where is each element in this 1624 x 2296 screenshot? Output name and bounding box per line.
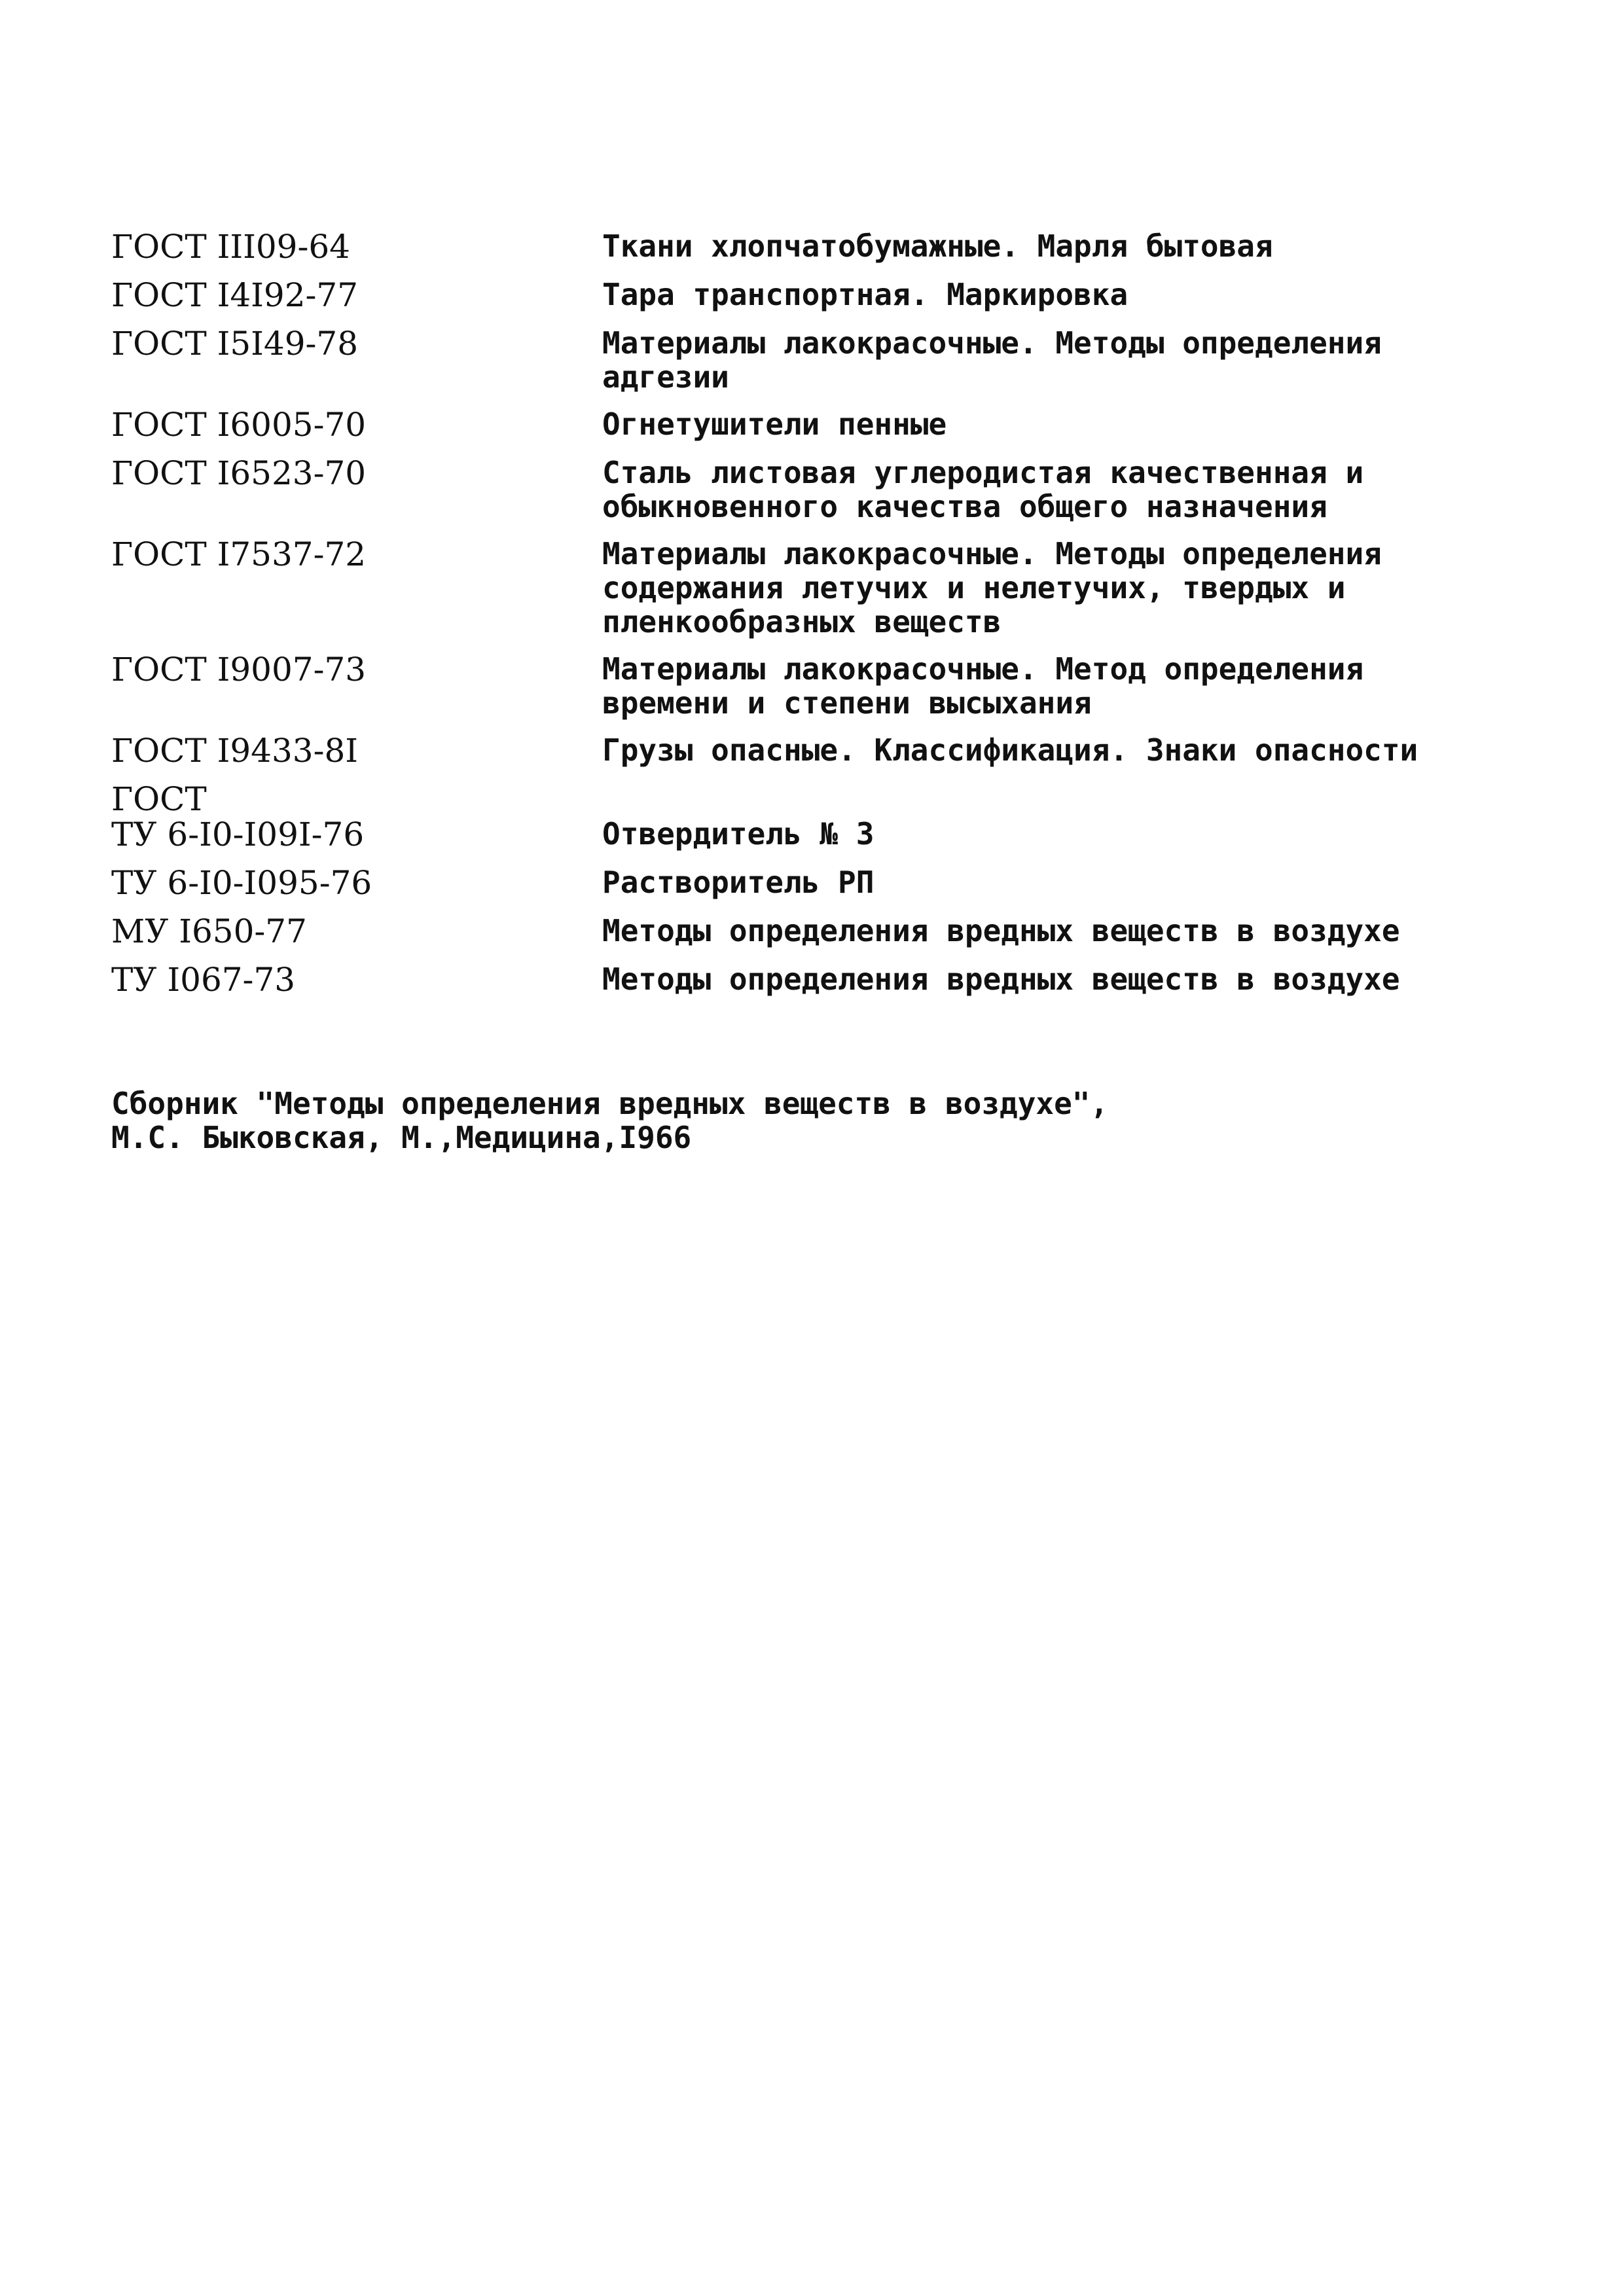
reference-code: ГОСТ III09-64 — [111, 228, 350, 266]
reference-row — [111, 537, 1538, 639]
reference-title: Огнетушители пенные — [602, 406, 947, 442]
reference-code: ГОСТ I7537-72 — [111, 535, 367, 573]
reference-title: Материалы лакокрасочные. Методы определения адгезии — [602, 325, 1382, 395]
reference-code: ГОСТ I6005-70 — [111, 406, 367, 444]
reference-row — [111, 733, 1538, 768]
reference-code: ГОСТ I5I49-78 — [111, 325, 359, 363]
reference-code: МУ I650-77 — [111, 912, 307, 950]
reference-code: ГОСТ I9433-8I — [111, 732, 359, 770]
reference-row — [111, 456, 1538, 524]
reference-row — [111, 407, 1538, 442]
reference-row — [111, 962, 1538, 997]
reference-row — [111, 865, 1538, 901]
reference-title: Растворитель РП — [602, 865, 875, 900]
reference-row — [111, 781, 1538, 817]
reference-code: ГОСТ I6523-70 — [111, 454, 367, 492]
reference-row — [111, 914, 1538, 949]
reference-title: Методы определения вредных веществ в воздухе — [602, 961, 1400, 997]
source-note — [111, 1086, 1486, 1155]
reference-row — [111, 326, 1538, 394]
reference-code: ТУ 6-I0-I09I-76 — [111, 816, 365, 853]
reference-row — [111, 278, 1538, 313]
reference-code: ГОСТ I4I92-77 — [111, 276, 359, 314]
reference-row — [111, 229, 1538, 264]
reference-code: ГОСТ I9007-73 — [111, 651, 367, 689]
reference-row — [111, 817, 1538, 852]
reference-row — [111, 652, 1538, 720]
reference-title: Грузы опасные. Классификация. Знаки опасности — [602, 732, 1418, 768]
reference-title: Тара транспортная. Маркировка — [602, 277, 1128, 312]
reference-title: Ткани хлопчатобумажные. Марля бытовая — [602, 228, 1273, 264]
reference-title: Материалы лакокрасочные. Метод определения времени и степени высыхания — [602, 651, 1364, 721]
reference-title: Сталь листовая углеродистая качественная и обыкновенного качества общего назначения — [602, 455, 1364, 524]
source-note-line: М.С. Быковская, М.,Медицина,I966 — [111, 1120, 692, 1155]
reference-title: Отвердитель № 3 — [602, 816, 875, 852]
reference-code: ТУ 6-I0-I095-76 — [111, 864, 372, 902]
reference-title: Материалы лакокрасочные. Методы определения содержания летучих и нелетучих, твердых и пленкообразных веществ — [602, 536, 1382, 639]
reference-code: ТУ I067-73 — [111, 961, 296, 999]
reference-list — [111, 229, 1538, 1011]
reference-code: ГОСТ — [111, 780, 207, 818]
reference-title: Методы определения вредных веществ в воздухе — [602, 913, 1400, 948]
source-note-line: Сборник "Методы определения вредных веществ в воздухе", — [111, 1086, 1109, 1121]
